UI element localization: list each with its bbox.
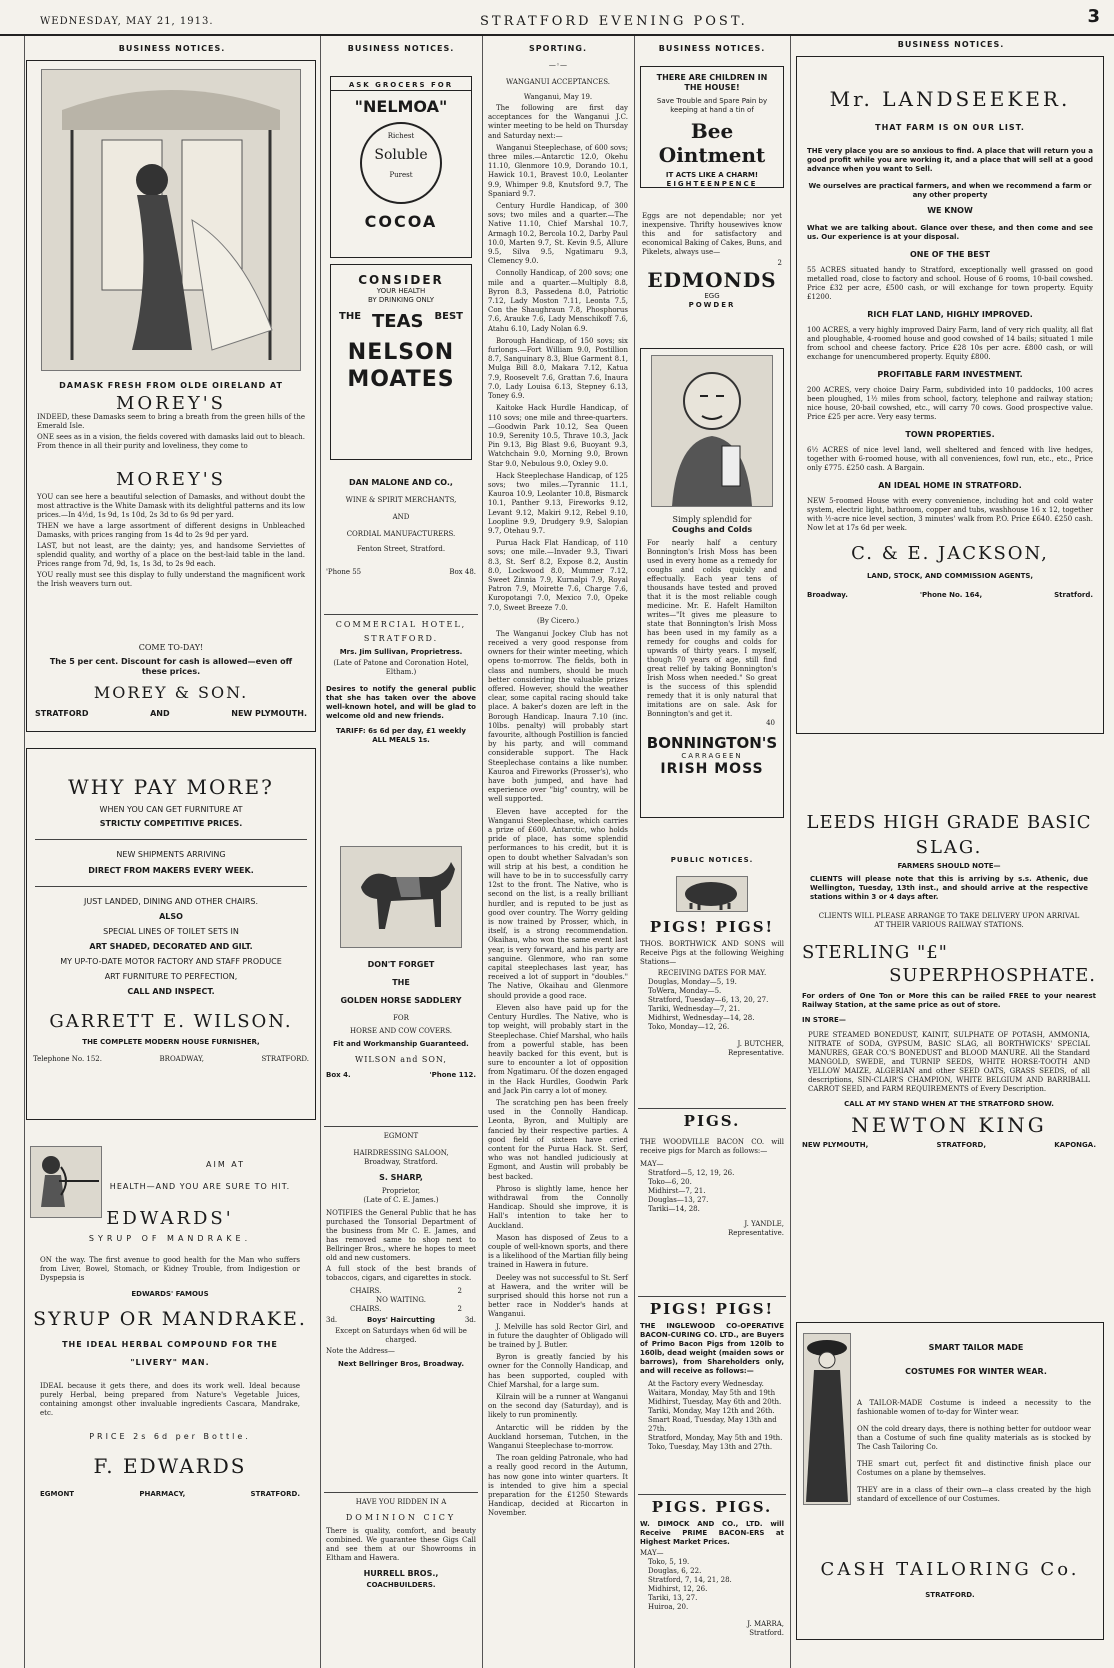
sharp-sat: Except on Saturdays when 6d will be charged. [335, 1327, 467, 1344]
landseeker-para-1: THE very place you are so anxious to find. A place that will return you a good profit while you are working it, and a place that will sell at a good advance when you want to Sell. [807, 147, 1093, 173]
public-notices-heading: PUBLIC NOTICES. [670, 856, 754, 864]
section-heading: SPORTING. [529, 44, 587, 53]
article-para: Century Hurdle Handicap, of 300 sovs; two miles and a quarter.—The Native 11.10, Chief Marshal 10.7, Armagh 10.2, Bercola 10.2, Darby Paul 10.0, Marten 9.7, St. Kevin 9.5, Allure 9.5, Silva 9.5, Ngatimaru 9.3, Clemency 9.0. [488, 202, 628, 266]
bonnington-coughs: Coughs and Colds [671, 525, 753, 534]
edwards-ideal: THE IDEAL HERBAL COMPOUND FOR THE [62, 1340, 278, 1349]
divider [324, 614, 478, 615]
wilson-tel: Telephone No. 152. [33, 1055, 102, 1063]
malone-and: AND [392, 513, 410, 521]
saddlery-covers: HORSE AND COW COVERS. [350, 1027, 452, 1035]
wilson-town: STRATFORD. [261, 1055, 309, 1063]
tea-consider: CONSIDER [358, 273, 444, 287]
article-para: Hack Steeplechase Handicap, of 125 sovs; two miles.—Tyrannic 11.1, Kauroa 10.9, Leolanter 10.8, Bismarck 10.1, Panther 9.13, Fireworks 9.12, Levant 9.12, Makiri 9.12, Rebel 9.10, Loopline 9.9, Drudgery 9.9, Salopian 9.7, Otehau 9.7. [488, 471, 628, 535]
cash-para-4: THEY are in a class of their own—a class created by the high standard of excellence of our Costumes. [857, 1486, 1091, 1503]
article-para: Borough Handicap, of 150 sovs; six furlongs.—Fort William 9.0, Postillion 8.7, Sanguinary 8.3, Blue Garment 8.1, Mulga Bill 8.0, Makara 7.12, Katua 7.9, Roosevelt 7.6, Grattan 7.6, Inaura 7.0, Lady Louisa 6.13, Stepney 6.13, Toney 6.9. [488, 336, 628, 401]
landseeker-agents: LAND, STOCK, AND COMMISSION AGENTS, [866, 572, 1034, 580]
pigs4-row: Toko, 5, 19. [648, 1558, 690, 1566]
section-heading: BUSINESS NOTICES. [118, 44, 226, 53]
wilson-line-5: JUST LANDED, DINING AND OTHER CHAIRS. [84, 897, 258, 906]
woman-with-damask-icon [41, 69, 301, 371]
landseeker-para-2: We ourselves are practical farmers, and when we recommend a farm or any other property [808, 182, 1092, 199]
pigs2-may: MAY— [640, 1160, 664, 1168]
pigs1-row: ToWera, Monday—5. [648, 987, 722, 995]
article-para: Wanganui Steeplechase, of 600 sovs; three miles.—Antarctic 12.0, Okehu 11.10, Glenmore 10.9, Dorando 10.1, Hawick 10.1, Bravest 10.0, Leolanter 9.9, Whimper 9.8, Knutsford 9.7, The Spaniard 9.7. [488, 143, 628, 198]
divider [324, 1126, 478, 1127]
landseeker-f1: 55 ACRES situated handy to Stratford, exceptionally well grassed on good metalled road, close to factory and school. House of 6 rooms, 10-bail cowshed. Price £32 per acre, £500 cash, or will exchange for town property. Equity £1200. [807, 266, 1093, 301]
sharp-addr: Next Bellringer Bros, Broadway. [337, 1360, 464, 1368]
nelson-moates-tea-advert [330, 264, 472, 460]
pigs3-row: At the Factory every Wednesday. [648, 1380, 764, 1388]
pigs4-town: Stratford. [749, 1629, 784, 1637]
cash-costumes: COSTUMES FOR WINTER WEAR. [905, 1367, 1047, 1376]
pigs4-row: Stratford, 7, 14, 21, 28. [648, 1576, 732, 1584]
bee-line-3: Save Trouble and Spare Pain by keeping at hand a tin of [656, 97, 768, 114]
pigs1-title: PIGS! PIGS! [649, 918, 775, 936]
wilson-line-6: ALSO [159, 912, 183, 921]
cash-para-1: A TAILOR-MADE Costume is indeed a necessity to the fashionable women of to-day for Winter wear. [857, 1399, 1091, 1416]
wilson-street: BROADWAY, [159, 1055, 204, 1063]
malone-street: Fenton Street, Stratford. [356, 545, 446, 553]
man-with-bottle-icon [651, 355, 773, 507]
pigs3-title: PIGS! PIGS! [649, 1300, 775, 1318]
sharp-nowait: NO WAITING. [376, 1296, 426, 1304]
lady-in-costume-icon [803, 1333, 851, 1505]
edwards-b3: STRATFORD. [250, 1490, 300, 1498]
divider [638, 1108, 786, 1109]
malone-cordial: CORDIAL MANUFACTURERS. [346, 530, 456, 538]
wilson-headline: WHY PAY MORE? [68, 775, 274, 799]
landseeker-sub: THAT FARM IS ON OUR LIST. [875, 123, 1025, 132]
section-heading: BUSINESS NOTICES. [897, 40, 1005, 49]
landseeker-h2: RICH FLAT LAND, HIGHLY IMPROVED. [867, 310, 1033, 319]
newton-b1: NEW PLYMOUTH, [802, 1141, 869, 1149]
malone-name: DAN MALONE AND CO., [349, 478, 453, 487]
morey-para-6: YOU really must see this display to fully understand the magnificent work the Irish weavers turn out. [37, 571, 305, 588]
hurrell-firm: HURRELL BROS., [363, 1569, 439, 1578]
saddlery-for: FOR [393, 1014, 409, 1022]
saddlery-forget: DON'T FORGET [367, 960, 435, 969]
article-para: Eleven have accepted for the Wanganui Steeplechase, which carries a prize of £600. Antarctic, who holds pride of place, has some splendid performances to his credit, but it is open to doubt whether Salvadan's son will strip at his best, a condition he will have to be in to successfully carry 12st to the front. The Native, who is second on the list, is a really brilliant hurdler, and is reputed to be just as good over country. The Worry gelding is now trained by Prosser, which, in itself, is a strong recommendation. Okaihau, who won the same event last year, is very forward, and his party are sanguine. Glenmore, who ran some capital steeplechases last year, has received a lot of support in "doubles." The Native, Okaihau and Glenmore should provide a good race. [488, 807, 628, 1000]
pigs2-row: Midhirst—7, 21. [648, 1187, 706, 1195]
section-heading: BUSINESS NOTICES. [347, 44, 455, 53]
pigs2-row: Douglas—13, 27. [648, 1196, 709, 1204]
wilson-name: GARRETT E. WILSON. [49, 1011, 293, 1032]
morey-tagline: DAMASK FRESH FROM OLDE OIRELAND AT [59, 381, 283, 390]
edwards-syrup: SYRUP OF MANDRAKE. [88, 1234, 252, 1243]
nelmoa-cocoa: COCOA [364, 212, 438, 231]
saddlery-fit: Fit and Workmanship Guaranteed. [333, 1040, 469, 1048]
article-para: Kaitoke Hack Hurdle Handicap, of 110 sovs; one mile and three-quarters.—Goodwin Park 10.12, Sea Queen 10.9, Serenity 10.5, Thrave 10.3, Jack Pin 9.13, Big Blast 9.6, Buoyant 9.3, Watchchain 9.0, Morning 9.0, Brown Star 9.0, Nebulous 9.0, Oxley 9.0. [488, 404, 628, 468]
landseeker-h1: ONE OF THE BEST [910, 250, 990, 259]
landseeker-h3: PROFITABLE FARM INVESTMENT. [877, 370, 1023, 379]
newton-store: IN STORE— [802, 1016, 846, 1024]
tea-moates: MOATES [347, 367, 455, 392]
sharp-para-2: A full stock of the best brands of tobaccos, cigars, and cigarettes in stock. [326, 1265, 476, 1282]
edmonds-para: Eggs are not dependable; nor yet inexpensive. Thrifty housewives know this and for satisfactory and economical Baking of Cakes, Buns, and Pikelets, always use— [642, 212, 782, 256]
tea-best: BEST [434, 311, 463, 322]
landseeker-f2: 100 ACRES, a very highly improved Dairy Farm, land of very rich quality, all flat and ploughable, 4-roomed house and good cowshed of 14 bails; situated 1 mile from school and cheese factory. Price £28 10s per acre. £800 cash, or will exchange for unencumbered property. Equity £800. [807, 326, 1093, 361]
pigs2-rep: Representative. [728, 1229, 784, 1237]
golden-horse-saddlery-advert [326, 846, 476, 1080]
edwards-famous: EDWARDS' FAMOUS [131, 1290, 209, 1298]
cash-para-3: THE smart cut, perfect fit and distinctive finish place our Costumes on a plane by themselves. [857, 1460, 1091, 1477]
nelmoa-richest: Richest [387, 132, 415, 140]
borthwick-pigs-notice [640, 872, 784, 1058]
sharp-name: S. SHARP, [379, 1173, 423, 1182]
edmonds-brand: EDMONDS [647, 268, 777, 292]
newspaper-title: STRATFORD EVENING POST. [480, 14, 748, 29]
morey-name-1: MOREY'S [115, 393, 227, 414]
pigs2-row: Stratford—5, 12, 19, 26. [648, 1169, 735, 1177]
sharp-3d-b: 3d. [464, 1316, 476, 1324]
article-para: Antarctic will be ridden by the Auckland horseman, Tutchen, in the Wanganui Steeplechase to-morrow. [488, 1423, 628, 1451]
bee-brand: Bee Ointment [658, 119, 766, 167]
inglewood-pigs-notice [640, 1300, 784, 1452]
bonnington-para: For nearly half a century Bonnington's Irish Moss has been used in every home as a remedy for coughs and colds quickly and effectually. Each year tens of thousands have tested and proved that it is the most reliable cough medicine. Mr. E. Hafelt Hamilton writes—"It gives me pleasure to state that Bonnington's Irish Moss has been used in my family as a remedy for coughs and colds for upwards of thirty years. I myself, though 70 years of age, still find great relief by taking Bonnington's Irish Moss when needed." So great is the success of this splendid remedy that it is only natural that imitations are on sale. Ask for Bonnington's and get it. [647, 539, 777, 718]
pigs3-row: Smart Road, Tuesday, May 13th and 27th. [648, 1416, 777, 1433]
article-para: Purua Hack Flat Handicap, of 110 sovs; one mile.—Invader 9.3, Tiwari 8.3, St. Serf 8.2, Expose 8.2, Austin 8.0, Lockwood 8.0, Mummer 7.12, Sweet Zinnia 7.9, Kurnalpi 7.9, Royal Patron 7.9, Moirette 7.6, Charge 7.6, Kuropotangi 7.0, Mexico 7.0, Opeke 7.0, Sweet Breeze 7.0. [488, 539, 628, 612]
hurrell-have: HAVE YOU RIDDEN IN A [355, 1498, 447, 1506]
pigs1-rec: RECEIVING DATES FOR MAY. [657, 969, 767, 977]
newton-para-2: CLIENTS WILL PLEASE ARRANGE TO TAKE DELIVERY UPON ARRIVAL AT THEIR VARIOUS RAILWAY STATIONS. [818, 912, 1080, 929]
wilson-line-7: SPECIAL LINES OF TOILET SETS IN [103, 927, 239, 936]
hurrell-para: There is quality, comfort, and beauty combined. We guarantee these Gigs Call and see them at our Showrooms in Eltham and Hawera. [326, 1527, 476, 1562]
landseeker-name: Mr. LANDSEEKER. [829, 87, 1071, 111]
bee-ointment-advert [640, 66, 784, 188]
saddlery-name: GOLDEN HORSE SADDLERY [340, 996, 462, 1005]
landseeker-para-3: What we are talking about. Glance over these, and then come and see us. Our experience is at your disposal. [807, 224, 1093, 241]
pigs3-row: Tariki, Monday, May 12th and 26th. [648, 1407, 775, 1415]
cash-para-2: ON the cold dreary days, there is nothing better for outdoor wear than a Costume of such fine quality materials as is stocked by The Cash Tailoring Co. [857, 1425, 1091, 1451]
newton-king-advert [796, 812, 1102, 1150]
hotel-late: (Late of Patone and Coronation Hotel, Eltham.) [333, 659, 469, 676]
malone-box: Box 48. [449, 568, 476, 576]
morey-para-5: LAST, but not least, are the dainty; yes, and handsome Serviettes of splendid quality, and worthy of a place on the best-laid table in the land. Prices range from 7d, 9d, 1s, 1s 3d, to 2s 9d each. [37, 542, 305, 568]
morey-come: COME TO-DAY! [138, 643, 204, 652]
landseeker-f4: 6½ ACRES of nice level land, well sheltered and fenced with live hedges, together with 6-roomed house, with all conveniences, fowl run, etc., etc., Price only £775. £250 cash. A Bargain. [807, 446, 1093, 472]
edwards-b1: EGMONT [40, 1490, 75, 1498]
sharp-hairdressing-advert [326, 1132, 476, 1369]
edwards-firm: F. EDWARDS [93, 1454, 247, 1478]
morey-loc-3: NEW PLYMOUTH. [231, 709, 307, 718]
pigs3-row: Stratford, Monday, May 5th and 19th. [648, 1434, 783, 1442]
article-para: Byron is greatly fancied by his owner for the Connolly Handicap, and has been supported, coupled with Chief Marshal, for a large sum. [488, 1353, 628, 1389]
wilson-line-11: CALL AND INSPECT. [127, 987, 215, 996]
saddlery-phone: 'Phone 112. [429, 1071, 476, 1079]
newton-farmers: FARMERS SHOULD NOTE— [897, 862, 1001, 870]
tea-drinking: BY DRINKING ONLY [367, 296, 434, 304]
hotel-name: COMMERCIAL HOTEL, [335, 620, 467, 629]
pigs3-para: THE INGLEWOOD CO-OPERATIVE BACON-CURING CO. LTD., are Buyers of Primo Bacon Pigs from 120lb to 160lb, dead weight (maiden sows or barrows), from Shareholders only, and will receive as follows:— [640, 1322, 784, 1375]
article-para: Mason has disposed of Zeus to a couple of well-known sports, and there is a likelihood of the Martian filly being trained in Hawera in future. [488, 1233, 628, 1270]
article-para: J. Melville has sold Rector Girl, and in future the daughter of Obligado will be trained by J. Butler. [488, 1322, 628, 1349]
pigs4-title: PIGS. PIGS. [651, 1498, 773, 1516]
sharp-para-1: NOTIFIES the General Public that he has purchased the Tonsorial Department of the business from Mr C. E. James, and has removed same to shop next to Bellringer Bros., where he hopes to meet old and new customers. [326, 1209, 476, 1262]
woodville-pigs-notice [640, 1112, 784, 1238]
bee-line-2: THE HOUSE! [684, 83, 740, 92]
pigs3-row: Waitara, Monday, May 5th and 19th [648, 1389, 776, 1397]
wilson-line-8: ART SHADED, DECORATED AND GILT. [89, 942, 253, 951]
landseeker-know: WE KNOW [927, 206, 973, 215]
pigs1-para: THOS. BORTHWICK AND SONS will Receive Pigs at the following Weighing Stations— [640, 940, 784, 966]
bee-line-4: IT ACTS LIKE A CHARM! [665, 171, 759, 179]
nelmoa-purest: Purest [389, 171, 413, 179]
edwards-price: PRICE 2s 6d per Bottle. [89, 1432, 251, 1441]
bonnington-n40: 40 [766, 719, 775, 727]
edwards-b2: PHARMACY, [139, 1490, 186, 1498]
morey-discount: The 5 per cent. Discount for cash is allowed—even off these prices. [49, 657, 293, 676]
hurrell-sub: COACHBUILDERS. [366, 1581, 436, 1589]
edwards-big: SYRUP OR MANDRAKE. [33, 1308, 307, 1330]
sharp-n2b: 2 [457, 1305, 462, 1313]
sharp-boys: Boys' Haircutting [366, 1316, 436, 1324]
article-para: The Wanganui Jockey Club has not received a very good response from owners for their winter meeting, which opens to-morrow. The fields, both in class and numbers, should be much better considering the valuable prizes offered. However, should the weather clear, some capital racing should take place. A baker's dozen are left in the Borough Handicap. Inaura 7.10 (inc. 10lbs. penalty) will probably start favourite, although Postillion is fancied by his party, and will command considerable support. The Hack Steeplechase contains a like number. Kauroa and Fireworks (Prosser's), who have both jumped, and have had experience over "big" country, will be well supported. [488, 629, 628, 804]
pigs4-row: Midhirst, 12, 26. [648, 1585, 708, 1593]
hotel-prop: Mrs. Jim Sullivan, Proprietress. [339, 648, 463, 656]
horse-icon [340, 846, 462, 948]
sharp-saloon: HAIRDRESSING SALOON, [353, 1149, 449, 1157]
pigs3-row: Midhirst, Tuesday, May 6th and 20th. [648, 1398, 782, 1406]
wilson-sub: THE COMPLETE MODERN HOUSE FURNISHER, [82, 1038, 260, 1046]
pigs2-para: THE WOODVILLE BACON CO. will receive pigs for March as follows:— [640, 1138, 784, 1155]
saddlery-box: Box 4. [326, 1071, 351, 1079]
article-byline: (By Cicero.) [536, 616, 580, 625]
sharp-egmont: EGMONT [383, 1132, 419, 1140]
divider [324, 1492, 478, 1493]
landseeker-b3: Stratford. [1054, 591, 1093, 599]
ornament-icon: —◦— [548, 61, 568, 69]
sharp-late: (Late of C. E. James.) [363, 1196, 439, 1204]
newton-para-3: For orders of One Ton or More this can be railed FREE to your nearest Railway Station, at the same price as out of store. [802, 992, 1096, 1009]
bonnington-carrageen: CARRAGEEN [681, 752, 743, 760]
sharp-note: Note the Address— [326, 1347, 395, 1355]
article-para: Kilrain will be a runner at Wanganui on the second day (Saturday), and is likely to run prominently. [488, 1393, 628, 1420]
landseeker-b2: 'Phone No. 164, [919, 591, 983, 599]
newton-para-4: PURE STEAMED BONEDUST, KAINIT, SULPHATE OF POTASH, AMMONIA, NITRATE of SODA, GYPSUM, BASIC SLAG, all BORTHWICKS' SPECIAL MANURES, GEAR CO.'S BONEDUST and BLOOD MANURE. All the Standard MANGOLD, SWEDE, and TURNIP SEEDS, WHITE HORSE-TOOTH AND YELLOW MAIZE, ALGERIAN and other SEED OATS, GRASS SEEDS, of all descriptions, SIN-CLAIR'S CHAMPION, WHITE BELGIUM AND BARRIBALL CARROT SEED, and FARM REQUIREMENTS of Every Description. [808, 1031, 1090, 1093]
article-para: The roan gelding Patronale, who had a really good record in the Autumn, has now gone into winter quarters. It is intended to give him a special preparation for the £1250 Stewards Handicap, decided at Riccarton in November. [488, 1454, 628, 1518]
edwards-para-2: IDEAL because it gets there, and does its work well. Ideal because purely Herbal, being prepared from Nature's Vegetable Juices, containing amongst other invaluable ingredients Cascara, Mandrake, etc. [40, 1382, 300, 1417]
article-title: WANGANUI ACCEPTANCES. [506, 78, 610, 86]
pigs1-row: Tariki, Wednesday—7, 21. [648, 1005, 740, 1013]
column-5 [790, 36, 1112, 1668]
nelmoa-cocoa-advert [330, 76, 472, 258]
article-dateline: Wanganui, May 19. [523, 93, 593, 101]
morey-para-3: YOU can see here a beautiful selection of Damasks, and without doubt the most attractive is the White Damask with its delightful patterns and its low prices.—In 4½d, 1s 9d, 1s 10d, 2s 3d to 6s 9d per yard. [37, 493, 305, 519]
edmonds-powder: POWDER [688, 301, 736, 309]
morey-para-4: THEN we have a large assortment of different designs in Unbleached Damasks, with prices ranging from 1s 4d to 2s 9d per yard. [37, 522, 305, 539]
cash-tailoring-advert [796, 1322, 1104, 1640]
sharp-street: Broadway, Stratford. [364, 1158, 438, 1166]
edwards-name: EDWARDS' [106, 1208, 234, 1229]
divider [638, 1296, 786, 1297]
dimock-pigs-notice [640, 1498, 784, 1638]
article-para: The following are first day acceptances for the Wanganui J.C. winter meeting to be held on Thursday and Saturday next:— [488, 104, 628, 140]
pigs1-row: Midhirst, Wednesday—14, 28. [648, 1014, 755, 1022]
newton-sterling: STERLING "£" [802, 942, 948, 963]
nelmoa-ask: ASK GROCERS FOR [331, 81, 471, 91]
divider [35, 839, 307, 840]
pigs1-rep: Representative. [728, 1049, 784, 1057]
morey-loc-1: STRATFORD [35, 709, 89, 718]
nelmoa-soluble: Soluble [374, 147, 428, 163]
malone-advert [326, 478, 476, 577]
landseeker-f5: NEW 5-roomed House with every convenience, including hot and cold water system, electric light, bathroom, copper and tubs, washhouse 16 x 12, together with ½-acre nice level section, 3 minutes' walk from P.O. Price £640. £250 cash. Now let at 17s 6d per week. [807, 497, 1093, 532]
sharp-chairs-2: CHAIRS. [350, 1305, 382, 1313]
bee-line-5: EIGHTEENPENCE [666, 180, 758, 188]
pigs4-row: Douglas, 6, 22. [648, 1567, 702, 1575]
column-4 [634, 36, 790, 1668]
article-para: Deeley was not successful to St. Serf at Hawera, and the writer will be surprised should this horse not run a better race in Nodder's hands at Wanganui. [488, 1273, 628, 1319]
morey-para-2: ONE sees as in a vision, the fields covered with damasks laid out to bleach. From thence in all their purity and loveliness, they come to [37, 433, 305, 450]
pigs1-row: Stratford, Tuesday—6, 13, 20, 27. [648, 996, 769, 1004]
article-para: Phroso is slightly lame, hence her withdrawal from the Connolly Handicap. Should she improve, it is Hall's intention to take her to Auckland. [488, 1184, 628, 1230]
hotel-meals: ALL MEALS 1s. [372, 736, 430, 744]
article-para: The scratching pen has been freely used in the Connolly Handicap. Leonta, Byron, and Multiply are fancied by their respective parties. A good field of sixteen have cried content for the Purua Hack. St. Serf, who was not handled judiciously at Egmont, and Austin will probably be best backed. [488, 1098, 628, 1181]
issue-date: WEDNESDAY, MAY 21, 1913. [40, 16, 214, 27]
newton-b2: STRATFORD, [936, 1141, 986, 1149]
newton-slag: SLAG. [915, 837, 983, 858]
malone-phone: 'Phone 55 [326, 568, 362, 576]
cash-firm: CASH TAILORING Co. [820, 1559, 1080, 1580]
divider [35, 886, 307, 887]
newton-para-1: CLIENTS will please note that this is arriving by s.s. Athenic, due Wellington, Tuesday, 13th inst., and should arrive at the respective stations within 3 or 4 days after. [810, 875, 1088, 901]
pigs2-row: Tariki—14, 28. [648, 1205, 700, 1213]
pigs2-name: J. YANDLE, [744, 1220, 784, 1228]
masthead [0, 0, 1114, 36]
wilson-line-9: MY UP-TO-DATE MOTOR FACTORY AND STAFF PRODUCE [60, 957, 282, 966]
sporting-article [482, 78, 634, 1519]
sharp-n2a: 2 [457, 1287, 462, 1295]
pigs4-para: W. DIMOCK AND CO., LTD. will Receive PRIME BACON-ERS at Highest Market Prices. [640, 1520, 784, 1546]
jackson-landseeker-advert [796, 56, 1104, 734]
morey-name-2: MOREY'S [115, 469, 227, 490]
tea-nelson: NELSON [347, 340, 455, 365]
tea-health: YOUR HEALTH [376, 287, 426, 295]
landseeker-b1: Broadway. [807, 591, 848, 599]
hurrell-dominion: DOMINION CICY [345, 1513, 457, 1522]
column-3 [482, 36, 634, 1668]
pigs2-title: PIGS. [683, 1112, 741, 1130]
article-para: Eleven also have paid up for the Century Hurdles. The Native, who is top weight, will probably start in the Steeplechase. Chief Marshal, who hails from a powerful stable, has been heavily backed for this event, but is sure to encounter a lot of opposition from Ngatimaru. Of the dozen engaged in the Hack Hurdles, Goodwin Park and Jack Pin carry a lot of money. [488, 1003, 628, 1095]
bonnington-simply: Simply splendid for [672, 515, 752, 524]
morey-para-1: INDEED, these Damasks seem to bring a breath from the green hills of the Emerald Isle. [37, 413, 305, 430]
pigs4-may: MAY— [640, 1549, 664, 1557]
hurrell-coachbuilders-advert [326, 1498, 476, 1590]
landseeker-firm: C. & E. JACKSON, [851, 543, 1049, 564]
landseeker-h4: TOWN PROPERTIES. [905, 430, 995, 439]
morey-loc-2: AND [150, 709, 170, 718]
morey-advert [26, 60, 316, 732]
saddlery-firm: WILSON and SON, [355, 1055, 447, 1064]
pigs3-row: Toko, Tuesday, May 13th and 27th. [648, 1443, 773, 1451]
saddlery-the: THE [392, 978, 410, 987]
pigs1-row: Toko, Monday—12, 26. [648, 1023, 730, 1031]
edmonds-egg: EGG [704, 292, 720, 300]
hotel-desire: Desires to notify the general public that she has taken over the above well-known hotel, and will be glad to welcome old and new friends. [326, 685, 476, 720]
nelmoa-roundel [360, 122, 442, 204]
bonnington-irish: IRISH MOSS [660, 761, 764, 777]
wilson-line-1: WHEN YOU CAN GET FURNITURE AT [99, 805, 243, 814]
pig-icon [676, 876, 748, 912]
landseeker-f3: 200 ACRES, very choice Dairy Farm, subdivided into 10 paddocks, 100 acres been ploughed, 1½ miles from school, factory, telephone and railway station; nice house, 20-bail cowshed, etc., will carry 70 cows. Good prospective value. Price £25 per acre. Very easy terms. [807, 386, 1093, 421]
wilson-line-4: DIRECT FROM MAKERS EVERY WEEK. [88, 866, 254, 875]
edwards-advert [26, 1142, 314, 1662]
hotel-tariff: TARIFF: 6s 6d per day, £1 weekly [336, 727, 466, 735]
cash-smart: SMART TAILOR MADE [928, 1343, 1024, 1352]
pigs4-row: Tariki, 13, 27. [648, 1594, 698, 1602]
page-number: 3 [1087, 6, 1100, 27]
bonnington-brand: BONNINGTON'S [646, 734, 778, 752]
edwards-para-1: ON the way. The first avenue to good health for the Man who suffers from Liver, Bowel, Stomach, or Kidney Trouble, from Indigestion or Dyspepsia is [40, 1256, 300, 1282]
edmonds-n2: 2 [777, 259, 782, 267]
newton-super: SUPERPHOSPHATE. [889, 965, 1096, 986]
column-1 [24, 36, 320, 1668]
wilson-line-10: ART FURNITURE TO PERFECTION, [104, 972, 238, 981]
newton-b3: KAPONGA. [1054, 1141, 1096, 1149]
column-2 [320, 36, 482, 1668]
pigs2-row: Toko—6, 20. [648, 1178, 692, 1186]
tea-teas: TEAS [372, 311, 424, 332]
hotel-town: STRATFORD. [363, 634, 439, 643]
sharp-chairs-1: CHAIRS. [350, 1287, 382, 1295]
pigs4-name: J. MARRA, [747, 1620, 784, 1628]
article-para: Connolly Handicap, of 200 sovs; one mile and a quarter.—Multiply 8.8, Byron 8.3, Passedena 8.0, Patriotic 7.12, Lady Moston 7.11, Leonta 7.5, Con the Shaughraun 7.8, Phosphorus 7.6, Arauke 7.6, Lady Menschikoff 7.6, Atahu 6.10, Lady Nolan 6.9. [488, 269, 628, 333]
wilson-line-2: STRICTLY COMPETITIVE PRICES. [99, 819, 243, 828]
morey-firm: MOREY & SON. [93, 683, 249, 702]
edwards-livery: "LIVERY" MAN. [130, 1358, 210, 1367]
landseeker-h5: AN IDEAL HOME IN STRATFORD. [878, 481, 1022, 490]
commercial-hotel-advert [326, 620, 476, 745]
newton-leeds: LEEDS HIGH GRADE BASIC [806, 812, 1092, 833]
pigs1-row: Douglas, Monday—5, 19. [648, 978, 737, 986]
newton-call: CALL AT MY STAND WHEN AT THE STRATFORD SHOW. [844, 1100, 1054, 1108]
edmonds-advert [642, 212, 782, 310]
pigs1-name: J. BUTCHER, [737, 1040, 784, 1048]
edwards-health: HEALTH—AND YOU ARE SURE TO HIT. [109, 1182, 291, 1191]
nelmoa-name: "NELMOA" [354, 97, 448, 116]
sharp-3d-a: 3d. [326, 1316, 338, 1324]
bonnington-advert [640, 348, 784, 818]
edwards-aim: AIM AT [206, 1160, 246, 1169]
wilson-furniture-advert [26, 748, 316, 1120]
section-heading: BUSINESS NOTICES. [658, 44, 766, 53]
malone-wine: WINE & SPIRIT MERCHANTS, [345, 496, 457, 504]
divider [638, 1494, 786, 1495]
sharp-prop: Proprietor, [381, 1187, 421, 1195]
newton-firm: NEWTON KING [851, 1113, 1047, 1137]
pigs4-row: Huiroa, 20. [648, 1603, 689, 1611]
tea-the: THE [339, 311, 362, 322]
bee-line-1: THERE ARE CHILDREN IN [656, 73, 768, 82]
cash-town: STRATFORD. [925, 1591, 975, 1599]
wilson-line-3: NEW SHIPMENTS ARRIVING [116, 850, 226, 859]
